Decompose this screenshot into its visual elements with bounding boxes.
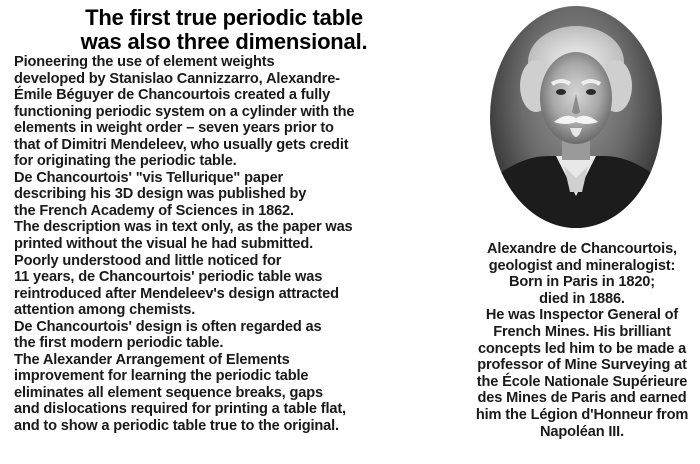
article-body: [14, 54, 434, 435]
paragraph-reintroduced: Poorly understood and little noticed for 11 years, de Chancourtois' periodic table was reintroduced after Mendeleev's design attracted attention among chemists.: [14, 252, 339, 319]
paragraph-first-modern: De Chancourtois' design is often regarded as the first modern periodic table.: [14, 318, 322, 352]
portrait-column: [464, 0, 700, 440]
paragraph-vis-tellurique: De Chancourtois' "vis Tellurique" paper describing his 3D design was published by the French Academy of Sciences in 1862. The description was in text only, as the paper was printed without the visual he had submitted.: [14, 169, 353, 253]
article-column: [14, 6, 434, 435]
paragraph-alexander-arrangement: The Alexander Arrangement of Elements improvement for learning the periodic table eliminates all element sequence breaks, gaps and dislocations required for printing a table flat, and to show a periodic table true to the original.: [14, 351, 346, 435]
portrait-photo: [490, 6, 662, 228]
portrait-caption: Alexandre de Chancourtois, geologist and mineralogist: Born in Paris in 1820; died in 1886. He was Inspector General of French Mines. His brilliant concepts led him to be made a professor of Mine Surveying at the École Nationale Supérieure des Mines de Paris and earned him the Légion d'Honneur from Napoléan III.: [475, 241, 689, 440]
portrait-illustration: [490, 6, 662, 228]
paragraph-intro: Pioneering the use of element weights developed by Stanislao Cannizzarro, Alexandre- Émile Béguyer de Chancourtois created a fully functioning periodic system on a cylinder with the elements in weight order – seven years prior to that of Dimitri Mendeleev, who usually gets credit for originating the periodic table.: [14, 54, 355, 170]
article-title: The first true periodic table was also three dimensional.: [80, 5, 368, 54]
